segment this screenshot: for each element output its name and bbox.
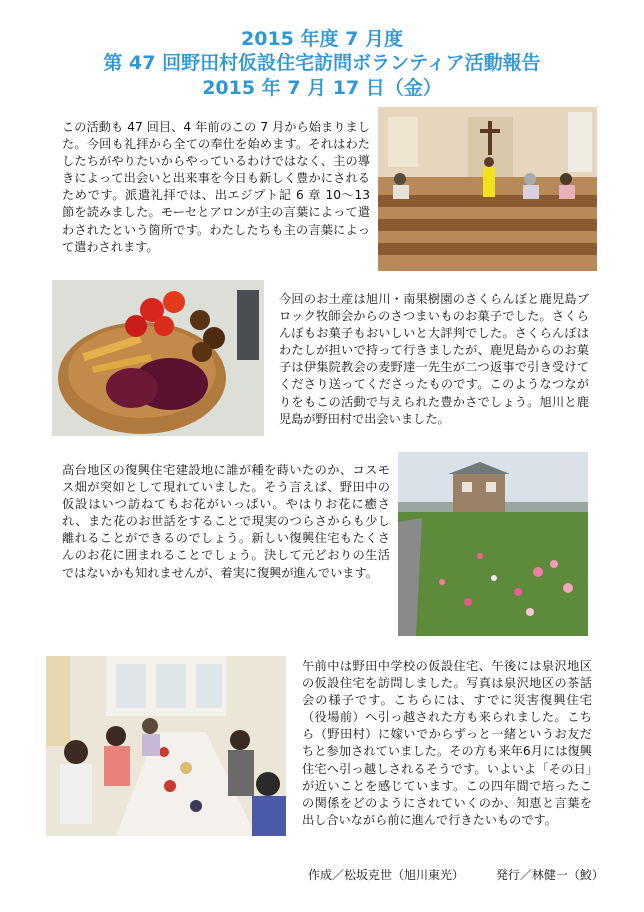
tea-party-photo	[46, 656, 286, 836]
report-year-month: 2015 年度 7 月度	[241, 28, 403, 50]
cosmos-field-photo	[398, 452, 588, 636]
cherries-and-sweets-photo	[52, 280, 264, 436]
paragraph-visits: 午前中は野田中学校の仮設住宅、午後には泉沢地区の仮設住宅を訪問しました。写真は泉沢地区の茶話会の様子です。こちらには、すでに災害復興住宅（役場前）へ引っ越された方も来られました。こちら（野田村）に嫁いでからずっと一緒というお友だちと参加されていました。その方も来年6月には復興住宅へ引っ越しされるそうです。いよいよ「その日」が近いことを感じています。この四年間で培ったこの関係をどのようにされていくのか、知恵と言葉を出し合いながら前に進んで行きたいものです。	[302, 659, 592, 827]
paragraph-worship: この活動も 47 回目、4 年前のこの 7 月から始まりました。今回も礼拝から全ての奉仕を始めます。それはわたしたちがやりたいからやっているわけではなく、主の導きによって出会いと出来事を今日も新しく豊かにされるためです。派遣礼拝では、出エジプト記 6 章 10～13 節を読みました。モーセとアロンが主の言葉によって遣わされたという箇所です。わたしたちも主の言葉によって遣わされます。	[62, 120, 370, 254]
report-date: 2015 年 7 月 17 日（金）	[202, 77, 442, 99]
paragraph-cosmos: 高台地区の復興住宅建設地に誰が種を蒔いたのか、コスモス畑が突如として現れていました。そう言えば、野田中の仮設はいつ訪ねてもお花がいっぱい。やはりお花に癒され、また花のお世話をすることで現実のつらさからも少し離れることができるのでしょう。新しい復興住宅もたくさんのお花に囲まれることでしょう。決して元どおりの生活ではないかも知れませんが、着実に復興が進んでいます。	[62, 463, 390, 580]
report-title: 第 47 回野田村仮設住宅訪問ボランティア活動報告	[103, 52, 541, 74]
paragraph-souvenirs: 今回のお土産は旭川・南果樹園のさくらんぼと鹿児島ブロック牧師会からのさつまいものお菓子でした。さくらんぼもお菓子もおいしいと大評判でした。さくらんぼはわたしが担いで持って行きましたが、鹿児島からのお菓子は伊集院教会の麦野達一先生が二つ返事で引き受けてくださり送ってくださったものです。このようなつながりをもこの活動で与えられた豊かさでしょう。旭川と鹿児島が野田村で出会いました。	[279, 292, 589, 426]
church-worship-photo	[378, 107, 597, 271]
publisher-credit: 発行／林健一（鮫）	[495, 868, 604, 882]
author-credit: 作成／松坂克世（旭川東光）	[308, 868, 465, 882]
credits	[308, 866, 632, 883]
